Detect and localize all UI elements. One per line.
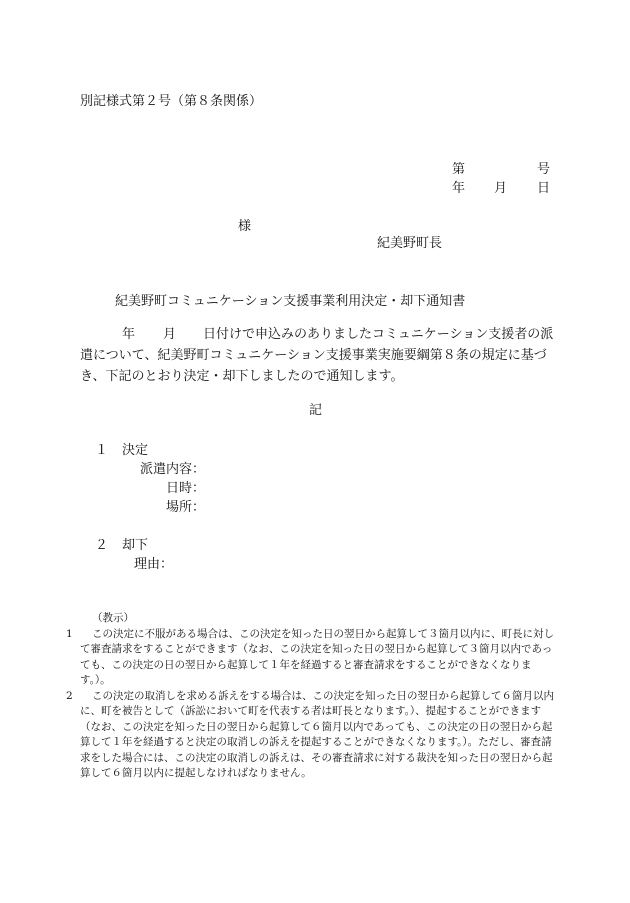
section1-number: １	[95, 443, 109, 458]
body-paragraph	[80, 324, 556, 387]
body-text: 日付けで申込みのありましたコミュニケーション支援者の派遣について、紀美野町コミュニケーション支援事業実施要綱第８条の規定に基づき、下記のとおり決定・却下しましたので通知します。	[80, 327, 554, 384]
document-title: 紀美野町コミュニケーション支援事業利用決定・却下通知書	[115, 294, 466, 309]
sender-name: 紀美野町長	[377, 236, 443, 251]
section1-label: 決定	[122, 443, 149, 458]
kyoji-item-1-number: 1	[66, 627, 73, 640]
section2-number: ２	[95, 538, 109, 553]
doc-number-dai: 第	[452, 162, 466, 177]
section2-label: 却下	[122, 538, 149, 553]
date-day: 日	[537, 181, 551, 196]
recipient-sama: 様	[238, 219, 252, 234]
section2-field-riyu: 理由：	[134, 557, 174, 572]
body-month: 月	[163, 327, 177, 342]
kyoji-item-1-text: この決定に不服がある場合は、この決定を知った日の翌日から起算して３箇月以内に、町長に対して審査請求をすることができます（なお、この決定を知った日の翌日から起算して３箇月以内であっても、この決定の日の翌日から起算して１年を経過すると審査請求をすることができなくなります。）。	[80, 627, 554, 686]
body-year: 年	[122, 327, 136, 342]
section1-field-basho: 場所：	[165, 500, 205, 515]
section1-field-haken: 派遣内容：	[139, 462, 205, 477]
kyoji-block	[66, 611, 562, 782]
kyoji-item-1	[66, 627, 562, 689]
kyoji-item-2	[66, 689, 562, 782]
date-month: 月	[494, 181, 508, 196]
date-year: 年	[452, 181, 466, 196]
kyoji-item-2-number: 2	[66, 689, 73, 702]
doc-number-go: 号	[537, 162, 551, 177]
form-label: 別記様式第２号（第８条関係）	[80, 94, 263, 109]
section1-field-nichiji: 日時：	[165, 481, 205, 496]
kyoji-heading: （教示）	[92, 612, 134, 624]
kyoji-item-2-text: この決定の取消しを求める訴えをする場合は、この決定を知った日の翌日から起算して６箇月以内に、町を被告として（訴訟において町を代表する者は町長となります。）、提起することができます（なお、この決定を知った日の翌日から起算して６箇月以内であっても、この決定の日の翌日から起算して１年を経過すると決定の取消しの訴えを提起することができなくなります。）。ただし、審査請求をした場合には、この決定の取消しの訴えは、その審査請求に対する裁決を知った日の翌日から起算して６箇月以内に提起しなければなりません。	[80, 689, 554, 779]
ki-heading: 記	[309, 403, 323, 418]
